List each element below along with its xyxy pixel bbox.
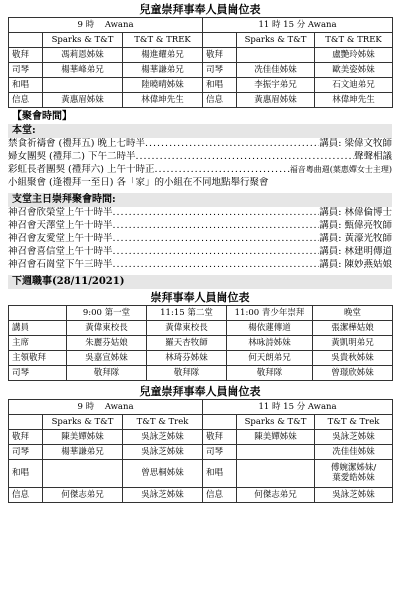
top-roster-title: 兒童崇拜事奉人員崗位表 — [139, 3, 261, 16]
top-subheader: T&T & TREK — [315, 33, 393, 48]
top-subheader: Sparks & T&T — [237, 33, 315, 48]
bottom-left-session: 9 時 Awana — [9, 400, 203, 415]
branch-item: 神召會喜信堂上午十時半 ..... 講員: 林建明傳道 — [8, 246, 392, 259]
meeting-item: 婦女團契 (禮拜二) 下午二時半 ..... 聲聲相議 — [8, 151, 392, 164]
next-week-heading: 下週職事(28/11/2021) — [8, 275, 392, 289]
table-row: 信息 何傑志弟兄 吳詠芝姊妹 信息 何傑志弟兄 吳詠芝姊妹 — [9, 488, 393, 503]
column-header: 晚堂 — [313, 306, 393, 321]
table-row: 主席 朱麗芬姑娘 羅天杏牧師 林咏詩姊妹 黃凱明弟兄 — [9, 336, 393, 351]
table-row: 信息 黃惠眉姊妹 林偉坤先生 信息 黃惠眉姊妹 林偉坤先生 — [9, 93, 393, 108]
column-header: 9:00 第一堂 — [67, 306, 147, 321]
branch-item: 神召會天澤堂上午十時半 ..... 講員: 甄偉亮牧師 — [8, 220, 392, 233]
table-row: 和唱 陸曉晴姊妹 和唱 李振宇弟兄 石文迪弟兄 — [9, 78, 393, 93]
branch-heading: 支堂主日崇拜聚會時間: — [8, 193, 392, 207]
branch-item: 神召會石崗堂下午三時半 ..... 講員: 陳妙燕姑娘 — [8, 259, 392, 272]
column-header: 11:15 第二堂 — [147, 306, 227, 321]
table-row: 司琴 敬拜隊 敬拜隊 敬拜隊 曾璟欣姊妹 — [9, 366, 393, 381]
top-subheader: T&T & TREK — [123, 33, 203, 48]
branch-item: 神召會友愛堂上午十時半 ..... 講員: 黃濠光牧師 — [8, 233, 392, 246]
top-right-session: 11 時 15 分 Awana — [203, 18, 393, 33]
table-row: 和唱 曾思桐姊妹 和唱 傅婉潔姊妹/ 葉愛皓姊妹 — [9, 460, 393, 488]
top-left-session: 9 時 Awana — [9, 18, 203, 33]
table-row: 司琴 楊華謙弟兄 吳詠芝姊妹 司琴 冼佳佳姊妹 — [9, 445, 393, 460]
meeting-item: 禁食祈禱會 (禮拜五) 晚上七時半 ..... 講員: 梁偉文牧師 — [8, 138, 392, 151]
bottom-subheader: T&T & Trek — [315, 415, 393, 430]
top-roster-table — [8, 17, 393, 108]
table-row: 司琴 楊華峰弟兄 楊華謙弟兄 司琴 冼佳佳姊妹 歐美姿姊妹 — [9, 63, 393, 78]
main-church-heading: 本堂: — [8, 124, 392, 138]
top-subheader: Sparks & T&T — [43, 33, 123, 48]
bottom-roster-table — [8, 399, 393, 503]
bottom-roster-title: 兒童崇拜事奉人員崗位表 — [139, 385, 261, 398]
meeting-item: 小組聚會 (逢禮拜一至日) 各「家」的小組在不同地點舉行聚會 — [8, 177, 269, 188]
branch-item: 神召會欣榮堂上午十時半 ..... 講員: 林偉倫博士 — [8, 207, 392, 220]
next-week-title: 崇拜事奉人員崗位表 — [150, 291, 250, 304]
table-row: 敬拜 馮莉恩姊妹 楊進耀弟兄 敬拜 盧艷玲姊妹 — [9, 48, 393, 63]
table-row: 主領敬拜 吳嘉宣姊妹 林琦芬姊妹 何天朗弟兄 吳貴秋姊妹 — [9, 351, 393, 366]
meetings-heading: 【聚會時間】 — [8, 110, 392, 124]
table-row: 敬拜 陳美嬋姊妹 吳詠芝姊妹 敬拜 陳美嬋姊妹 吳詠芝姊妹 — [9, 430, 393, 445]
next-week-table — [8, 305, 393, 381]
bottom-subheader: T&T & Trek — [123, 415, 203, 430]
meeting-item: 彩虹長者團契 (禮拜六) 上午十時正 ..... 福音粵曲週(葉惠嬋女士主理) — [8, 164, 392, 177]
bottom-right-session: 11 時 15 分 Awana — [203, 400, 393, 415]
table-row: 講員 黃偉東校長 黃偉東校長 楊依蓮傳道 張潔樺姑娘 — [9, 321, 393, 336]
bottom-subheader: Sparks & T&T — [237, 415, 315, 430]
column-header: 11:00 青少年崇拜 — [227, 306, 313, 321]
bottom-subheader: Sparks & T&T — [43, 415, 123, 430]
